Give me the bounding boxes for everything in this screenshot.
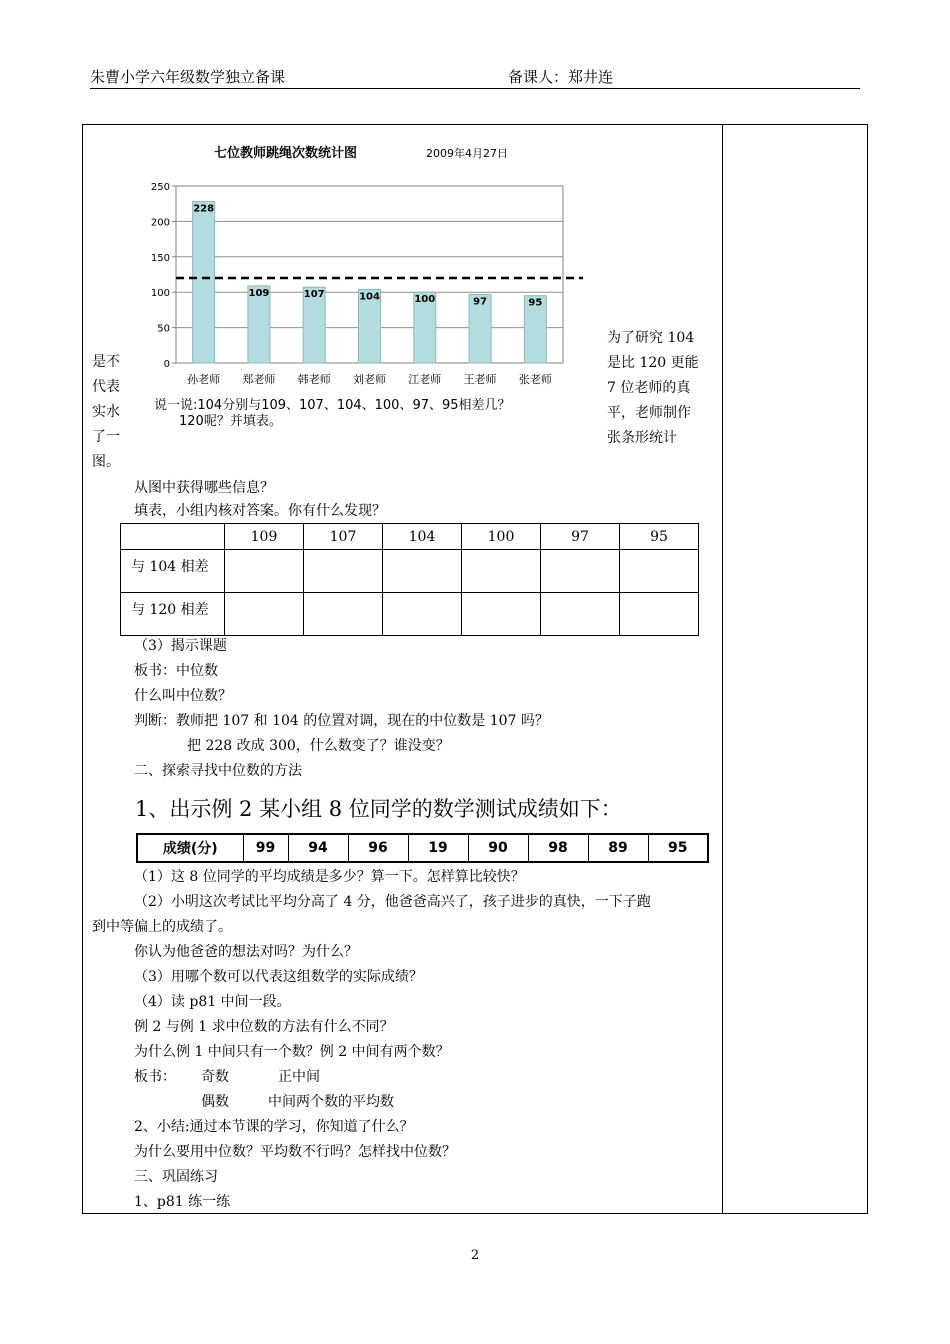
answer-cell	[304, 550, 383, 593]
x-tick-label: 郑老师	[242, 373, 276, 386]
answer-cell	[383, 593, 462, 636]
text-line: 从图中获得哪些信息？	[134, 480, 274, 496]
right-side-text	[607, 326, 699, 451]
y-tick-label: 0	[163, 359, 170, 370]
data-label: 97	[473, 296, 488, 308]
text-line: 2、小结:通过本节课的学习，你知道了什么？	[134, 1119, 414, 1135]
answer-cell	[383, 550, 462, 593]
text-line: （2）小明这次考试比平均分高了 4 分，他爸爸高兴了，孩子进步的真快，一下子跑	[134, 894, 651, 910]
page-number: 2	[470, 1248, 480, 1263]
x-tick-label: 江老师	[408, 373, 442, 386]
table-header-row	[121, 524, 699, 550]
teacher-name: 备课人：郑井连	[508, 68, 614, 86]
chart-title: 七位教师跳绳次数统计图	[214, 146, 358, 161]
score-cell: 98	[528, 834, 588, 862]
page-header	[90, 64, 860, 89]
left-side-line: 图。	[92, 454, 120, 470]
table-header-cell: 100	[462, 524, 541, 550]
text-line: 例 2 与例 1 求中位数的方法有什么不同？	[134, 1019, 394, 1035]
text-line: 板书：中位数	[134, 663, 218, 679]
answer-cell	[620, 550, 699, 593]
data-label: 228	[193, 203, 215, 215]
x-tick-label: 张老师	[518, 373, 552, 386]
text-line: （4）读 p81 中间一段。	[134, 994, 291, 1010]
x-tick-label: 孙老师	[187, 373, 221, 386]
left-side-line: 了一	[92, 429, 120, 445]
answer-cell	[225, 593, 304, 636]
text-line: 什么叫中位数？	[134, 688, 232, 704]
data-label: 104	[359, 291, 380, 303]
text-line: 把 228 改成 300，什么数变了？谁没变？	[187, 738, 450, 754]
answer-cell	[541, 550, 620, 593]
school-title: 朱曹小学六年级数学独立备课	[90, 68, 286, 86]
score-cell: 19	[408, 834, 468, 862]
text-line: （3）用哪个数可以代表这组数学的实际成绩？	[134, 969, 423, 985]
right-side-line: 张条形统计	[607, 430, 677, 446]
even-description: 中间两个数的平均数	[268, 1094, 394, 1110]
left-side-line: 代表	[92, 379, 120, 395]
chart-date: 2009年4月27日	[426, 147, 508, 160]
bar	[193, 202, 215, 363]
bar-chart	[140, 170, 590, 395]
example-heading: 1、出示例 2 某小组 8 位同学的数学测试成绩如下：	[135, 797, 622, 821]
data-label: 107	[303, 289, 325, 301]
data-label: 109	[248, 287, 270, 299]
table-header-cell: 104	[383, 524, 462, 550]
data-label: 95	[528, 297, 543, 309]
score-cell: 95	[648, 834, 708, 862]
table-header-cell: 107	[304, 524, 383, 550]
odd-description: 正中间	[278, 1069, 320, 1085]
board-label: 板书：	[134, 1069, 176, 1085]
x-tick-label: 韩老师	[297, 373, 331, 386]
table-row	[121, 550, 699, 593]
score-cell: 89	[588, 834, 648, 862]
x-tick-label: 王老师	[463, 373, 497, 386]
table-row	[121, 593, 699, 636]
question-line-2: 120呢？并填表。	[179, 414, 282, 429]
text-line: 为什么要用中位数？平均数不行吗？怎样找中位数？	[134, 1144, 456, 1160]
table-row	[137, 834, 708, 862]
row-label: 与 104 相差	[121, 550, 225, 593]
row-label: 与 120 相差	[121, 593, 225, 636]
notes-column-divider	[722, 125, 723, 1213]
answer-cell	[462, 550, 541, 593]
y-tick-label: 50	[157, 323, 170, 335]
right-side-line: 7 位老师的真	[607, 380, 691, 396]
text-line: （1）这 8 位同学的平均成绩是多少？算一下。怎样算比较快？	[134, 869, 525, 885]
even-label: 偶数	[201, 1094, 229, 1110]
section-heading: 三、巩固练习	[134, 1169, 218, 1185]
scores-label: 成绩(分)	[137, 834, 243, 862]
x-tick-label: 刘老师	[353, 373, 386, 386]
text-line: 你认为他爸爸的想法对吗？为什么？	[134, 944, 358, 960]
table-header-cell: 109	[225, 524, 304, 550]
answer-cell	[541, 593, 620, 636]
y-tick-label: 250	[150, 182, 170, 193]
text-line: 填表，小组内核对答案。你有什么发现？	[134, 503, 386, 519]
y-tick-label: 150	[150, 252, 170, 264]
answer-cell	[462, 593, 541, 636]
answer-cell	[225, 550, 304, 593]
text-line: 为什么例 1 中间只有一个数？例 2 中间有两个数？	[134, 1044, 450, 1060]
right-side-line: 是比 120 更能	[607, 355, 699, 371]
data-label: 100	[414, 294, 436, 306]
odd-label: 奇数	[201, 1069, 229, 1085]
text-line: 到中等偏上的成绩了。	[92, 919, 232, 935]
y-tick-label: 100	[150, 288, 170, 300]
section-heading: 二、探索寻找中位数的方法	[134, 763, 302, 779]
left-side-line: 是不	[92, 354, 120, 370]
answer-cell	[304, 593, 383, 636]
table-header-cell: 95	[620, 524, 699, 550]
left-side-text	[92, 350, 120, 475]
answer-cell	[620, 593, 699, 636]
left-side-line: 实水	[92, 404, 120, 420]
scores-table	[136, 833, 709, 863]
question-line-1: 说一说:104分别与109、107、104、100、97、95相差几？	[154, 398, 511, 413]
right-side-line: 为了研究 104	[607, 330, 695, 346]
difference-table	[120, 523, 699, 636]
text-line: 1、p81 练一练	[134, 1194, 231, 1210]
score-cell: 99	[243, 834, 288, 862]
score-cell: 96	[348, 834, 408, 862]
right-side-line: 平，老师制作	[607, 405, 691, 421]
score-cell: 90	[468, 834, 528, 862]
y-tick-label: 200	[150, 217, 170, 229]
text-line: （3）揭示课题	[134, 638, 227, 654]
table-header-cell: 97	[541, 524, 620, 550]
table-header-cell	[121, 524, 225, 550]
score-cell: 94	[288, 834, 348, 862]
text-line: 判断：教师把 107 和 104 的位置对调，现在的中位数是 107 吗？	[134, 713, 549, 729]
